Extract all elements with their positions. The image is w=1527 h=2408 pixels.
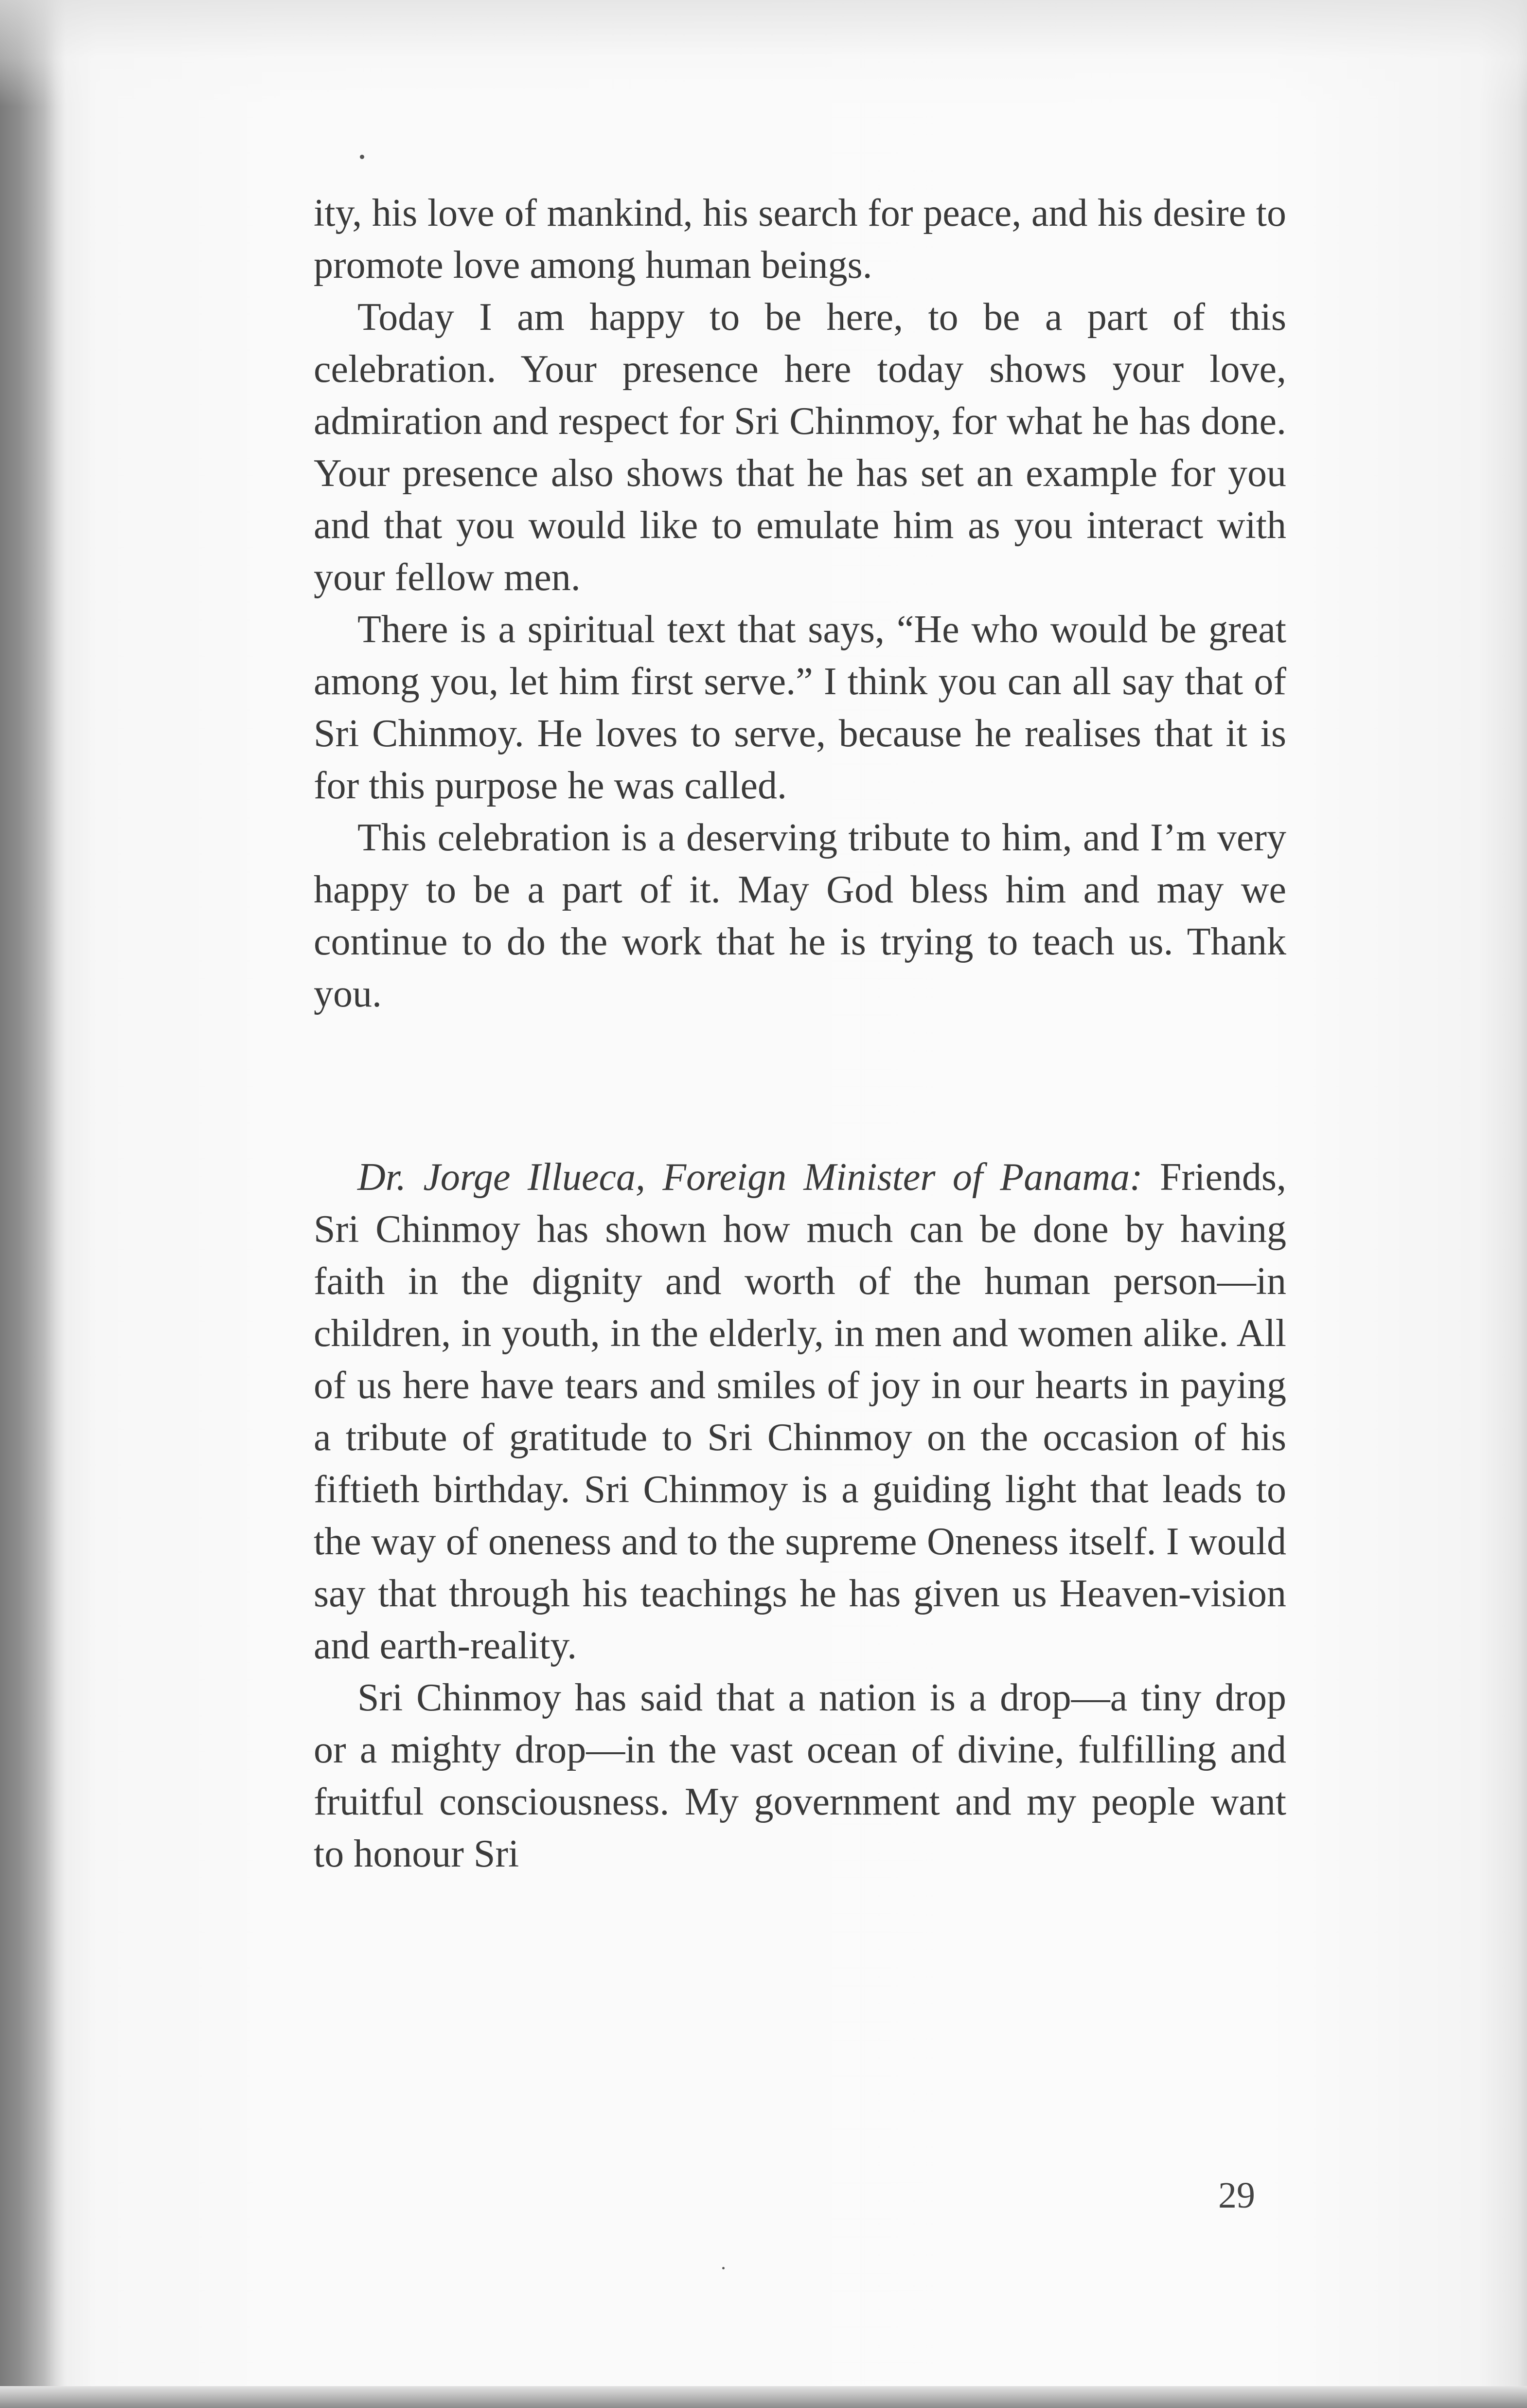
paragraph: Sri Chinmoy has said that a nation is a drop—a tiny drop or a mighty drop—in the vast ocean of divine, fulfilling and fruitful consciousness. My government and my people want to honour Sri <box>314 1676 1286 1875</box>
section-gap <box>314 1020 1286 1151</box>
speaker-paragraph-text: Friends, Sri Chinmoy has shown how much can be done by having faith in the dignity and worth of the human person—in children, in youth, in the elderly, in men and women alike. All of us here have tears and smiles of joy in our hearts in paying a tribute of gratitude to Sri Chinmoy on the occasion of his fiftieth birthday. Sri Chinmoy is a guiding light that leads to the way of oneness and to the supreme Oneness itself. I would say that through his teachings he has given us Heaven-vision and earth-reality. <box>314 1156 1286 1667</box>
text-column <box>314 187 1286 1880</box>
speaker-paragraph <box>314 1151 1286 1672</box>
paragraph-continued: ity, his love of mankind, his search for peace, and his desire to promote love among human beings. <box>314 192 1286 287</box>
scan-bottom-edge <box>0 2386 1527 2408</box>
paragraph: This celebration is a deserving tribute to him, and I’m very happy to be a part of it. May God bless him and may we continue to do the work that he is trying to teach us. Thank you. <box>314 816 1286 1015</box>
paragraph: There is a spiritual text that says, “He who would be great among you, let him first serve.” I think you can all say that of Sri Chinmoy. He loves to serve, because he realises that it is for this purpose he was called. <box>314 608 1286 807</box>
paragraph: Today I am happy to be here, to be a part of this celebration. Your presence here today shows your love, admiration and respect for Sri Chinmoy, for what he has done. Your presence also shows that he has set an example for you and that you would like to emulate him as you interact with your fellow men. <box>314 296 1286 599</box>
book-page <box>73 0 1520 2386</box>
ink-speck <box>722 2267 725 2269</box>
speaker-attribution: Dr. Jorge Illueca, Foreign Minister of Panama: <box>357 1156 1143 1199</box>
page-number: 29 <box>1218 2175 1255 2216</box>
ink-speck <box>360 155 364 159</box>
